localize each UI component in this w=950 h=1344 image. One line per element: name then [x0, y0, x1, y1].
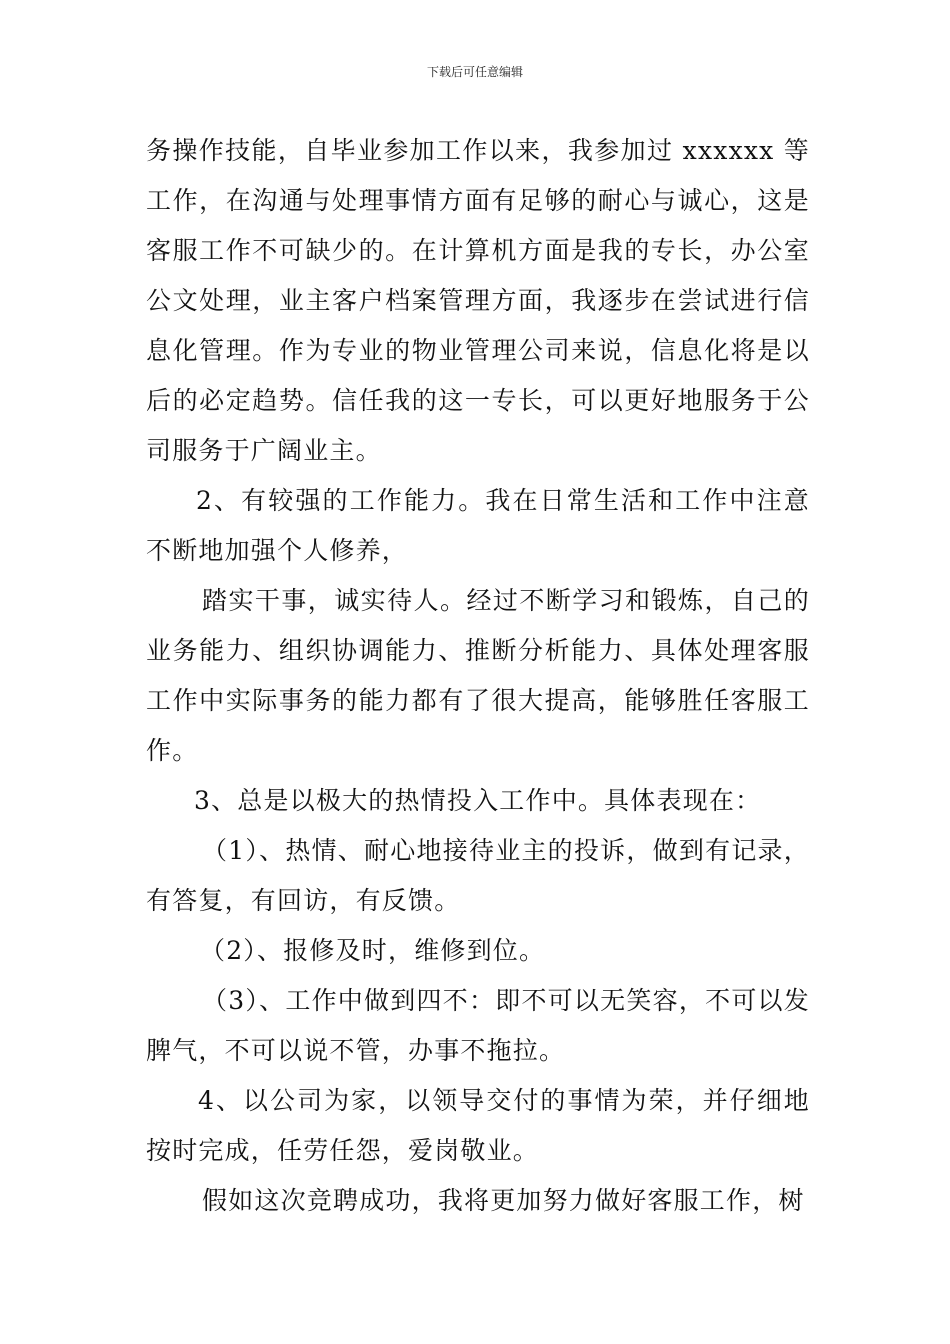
paragraph-closing: 假如这次竞聘成功，我将更加努力做好客服工作，树 — [202, 1186, 805, 1215]
paragraph-point-2-continued: 踏实干事，诚实待人。经过不断学习和锻炼，自己的业务能力、组织协调能力、推断分析能力、具体处理客服工作中实际事务的能力都有了很大提高，能够胜任客服工作。 — [146, 586, 810, 765]
paragraph-subpoint-2: （2）、报修及时，维修到位。 — [200, 936, 546, 965]
paragraph-subpoint-3: （3）、工作中做到四不：即不可以无笑容，不可以发脾气，不可以说不管，办事不拖拉。 — [146, 986, 810, 1065]
paragraph-point-3: 3、总是以极大的热情投入工作中。具体表现在： — [194, 786, 762, 815]
paragraph-subpoint-1: （1）、热情、耐心地接待业主的投诉，做到有记录，有答复，有回访，有反馈。 — [146, 836, 810, 915]
paragraph-point-2: 2、有较强的工作能力。我在日常生活和工作中注意不断地加强个人修养， — [146, 486, 810, 565]
document-body — [146, 126, 810, 1226]
paragraph-point-4: 4、以公司为家，以领导交付的事情为荣，并仔细地按时完成，任劳任怨，爱岗敬业。 — [146, 1086, 810, 1165]
page-header: 下载后可任意编辑 — [426, 65, 523, 79]
paragraph-skills: 务操作技能，自毕业参加工作以来，我参加过 xxxxxx 等工作，在沟通与处理事情方面有足够的耐心与诚心，这是客服工作不可缺少的。在计算机方面是我的专长，办公室公文处理，业主客户档案管理方面，我逐步在尝试进行信息化管理。作为专业的物业管理公司来说，信息化将是以后的必定趋势。信任我的这一专长，可以更好地服务于公司服务于广阔业主。 — [146, 136, 810, 465]
